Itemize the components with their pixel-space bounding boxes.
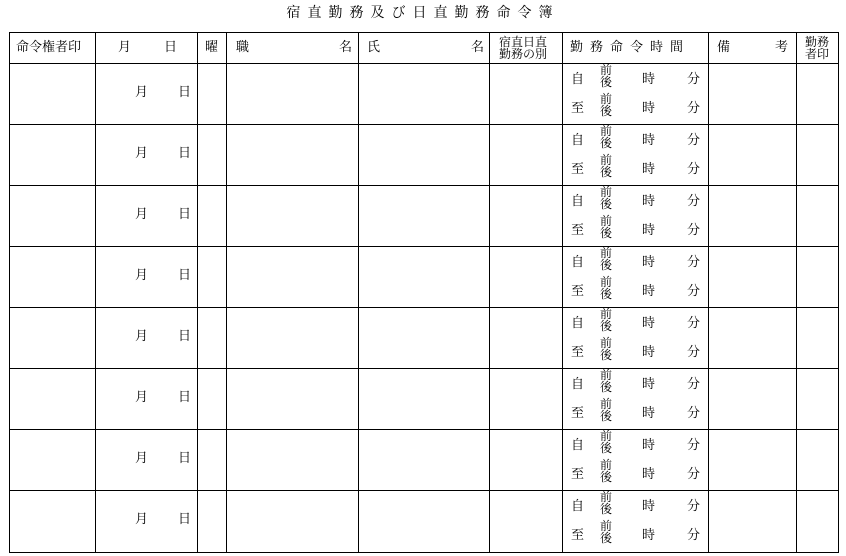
- row-day-label: 日: [178, 207, 192, 222]
- header-name-left: 氏: [367, 40, 381, 55]
- row-to-minute-label: 分: [687, 162, 701, 177]
- header-month: 月: [118, 40, 132, 55]
- am-label: 前: [599, 214, 612, 228]
- row-from-ampm: [599, 491, 613, 515]
- pm-label: 後: [599, 287, 612, 301]
- row-to-ampm: [599, 154, 613, 178]
- header-worker-seal-line1: 勤務: [805, 35, 830, 49]
- header-position-right: 名: [339, 40, 353, 55]
- header-worker-seal-line2: 者印: [805, 47, 830, 61]
- am-label: 前: [599, 458, 612, 472]
- row-month-label: 月: [135, 451, 149, 466]
- pm-label: 後: [599, 441, 612, 455]
- row-from-label: 自: [571, 377, 585, 392]
- am-label: 前: [599, 246, 612, 260]
- pm-label: 後: [599, 319, 612, 333]
- row-day-label: 日: [178, 451, 192, 466]
- row-to-label: 至: [571, 162, 585, 177]
- row-from-minute-label: 分: [687, 255, 701, 270]
- header-position-left: 職: [236, 40, 250, 55]
- pm-label: 後: [599, 104, 612, 118]
- pm-label: 後: [599, 409, 612, 423]
- form-title: 宿直勤務及び日直勤務命令簿: [286, 5, 560, 21]
- pm-label: 後: [599, 165, 612, 179]
- am-label: 前: [599, 185, 612, 199]
- row-to-minute-label: 分: [687, 406, 701, 421]
- row-from-minute-label: 分: [687, 316, 701, 331]
- am-label: 前: [599, 153, 612, 167]
- row-to-label: 至: [571, 101, 585, 116]
- row-to-minute-label: 分: [687, 223, 701, 238]
- pm-label: 後: [599, 531, 612, 545]
- row-from-minute-label: 分: [687, 72, 701, 87]
- header-authority-seal: 命令権者印: [16, 40, 82, 55]
- row-day-label: 日: [178, 512, 192, 527]
- row-to-label: 至: [571, 467, 585, 482]
- row-day-label: 日: [178, 390, 192, 405]
- pm-label: 後: [599, 258, 612, 272]
- am-label: 前: [599, 397, 612, 411]
- pm-label: 後: [599, 502, 612, 516]
- pm-label: 後: [599, 470, 612, 484]
- row-from-ampm: [599, 64, 613, 88]
- row-month-label: 月: [135, 207, 149, 222]
- row-to-hour-label: 時: [642, 406, 656, 421]
- am-label: 前: [599, 275, 612, 289]
- header-day: 日: [164, 40, 178, 55]
- am-label: 前: [599, 336, 612, 350]
- header-name-right: 名: [471, 40, 485, 55]
- row-to-label: 至: [571, 406, 585, 421]
- row-from-ampm: [599, 430, 613, 454]
- row-from-label: 自: [571, 438, 585, 453]
- row-from-label: 自: [571, 255, 585, 270]
- row-to-ampm: [599, 398, 613, 422]
- pm-label: 後: [599, 348, 612, 362]
- row-to-label: 至: [571, 284, 585, 299]
- row-from-hour-label: 時: [642, 316, 656, 331]
- row-month-label: 月: [135, 146, 149, 161]
- header-duty-type-line1: 宿直日直: [499, 35, 548, 49]
- header-weekday: 曜: [205, 40, 219, 55]
- am-label: 前: [599, 519, 612, 533]
- am-label: 前: [599, 124, 612, 138]
- row-from-hour-label: 時: [642, 438, 656, 453]
- pm-label: 後: [599, 136, 612, 150]
- row-from-hour-label: 時: [642, 72, 656, 87]
- row-to-label: 至: [571, 528, 585, 543]
- row-to-label: 至: [571, 345, 585, 360]
- row-to-hour-label: 時: [642, 101, 656, 116]
- row-to-hour-label: 時: [642, 345, 656, 360]
- am-label: 前: [599, 368, 612, 382]
- row-to-ampm: [599, 93, 613, 117]
- pm-label: 後: [599, 75, 612, 89]
- row-to-ampm: [599, 215, 613, 239]
- row-to-ampm: [599, 459, 613, 483]
- row-to-ampm: [599, 337, 613, 361]
- row-to-minute-label: 分: [687, 467, 701, 482]
- am-label: 前: [599, 429, 612, 443]
- row-from-label: 自: [571, 499, 585, 514]
- row-from-ampm: [599, 369, 613, 393]
- header-duty-type-line2: 勤務の別: [499, 47, 548, 61]
- row-month-label: 月: [135, 329, 149, 344]
- row-from-hour-label: 時: [642, 133, 656, 148]
- am-label: 前: [599, 92, 612, 106]
- header-remarks-right: 考: [775, 40, 789, 55]
- row-from-hour-label: 時: [642, 194, 656, 209]
- pm-label: 後: [599, 380, 612, 394]
- row-from-hour-label: 時: [642, 377, 656, 392]
- row-from-minute-label: 分: [687, 377, 701, 392]
- row-day-label: 日: [178, 85, 192, 100]
- row-to-hour-label: 時: [642, 162, 656, 177]
- row-from-label: 自: [571, 133, 585, 148]
- pm-label: 後: [599, 197, 612, 211]
- row-day-label: 日: [178, 146, 192, 161]
- row-to-label: 至: [571, 223, 585, 238]
- duty-order-ledger-table: [9, 32, 839, 553]
- row-from-ampm: [599, 186, 613, 210]
- row-to-hour-label: 時: [642, 528, 656, 543]
- row-to-hour-label: 時: [642, 284, 656, 299]
- row-to-ampm: [599, 520, 613, 544]
- row-from-ampm: [599, 125, 613, 149]
- header-remarks-left: 備: [717, 40, 731, 55]
- row-to-minute-label: 分: [687, 101, 701, 116]
- row-to-minute-label: 分: [687, 345, 701, 360]
- row-day-label: 日: [178, 268, 192, 283]
- am-label: 前: [599, 63, 612, 77]
- row-from-minute-label: 分: [687, 133, 701, 148]
- am-label: 前: [599, 490, 612, 504]
- row-to-hour-label: 時: [642, 467, 656, 482]
- row-to-minute-label: 分: [687, 284, 701, 299]
- row-from-minute-label: 分: [687, 499, 701, 514]
- row-from-label: 自: [571, 194, 585, 209]
- row-month-label: 月: [135, 512, 149, 527]
- pm-label: 後: [599, 226, 612, 240]
- row-from-ampm: [599, 308, 613, 332]
- row-from-hour-label: 時: [642, 255, 656, 270]
- row-to-ampm: [599, 276, 613, 300]
- row-day-label: 日: [178, 329, 192, 344]
- am-label: 前: [599, 307, 612, 321]
- row-to-minute-label: 分: [687, 528, 701, 543]
- row-from-minute-label: 分: [687, 438, 701, 453]
- row-from-label: 自: [571, 316, 585, 331]
- row-month-label: 月: [135, 85, 149, 100]
- row-from-hour-label: 時: [642, 499, 656, 514]
- row-from-label: 自: [571, 72, 585, 87]
- row-from-ampm: [599, 247, 613, 271]
- row-month-label: 月: [135, 268, 149, 283]
- header-duty-hours: 勤務命令時間: [570, 40, 691, 55]
- row-month-label: 月: [135, 390, 149, 405]
- row-to-hour-label: 時: [642, 223, 656, 238]
- row-from-minute-label: 分: [687, 194, 701, 209]
